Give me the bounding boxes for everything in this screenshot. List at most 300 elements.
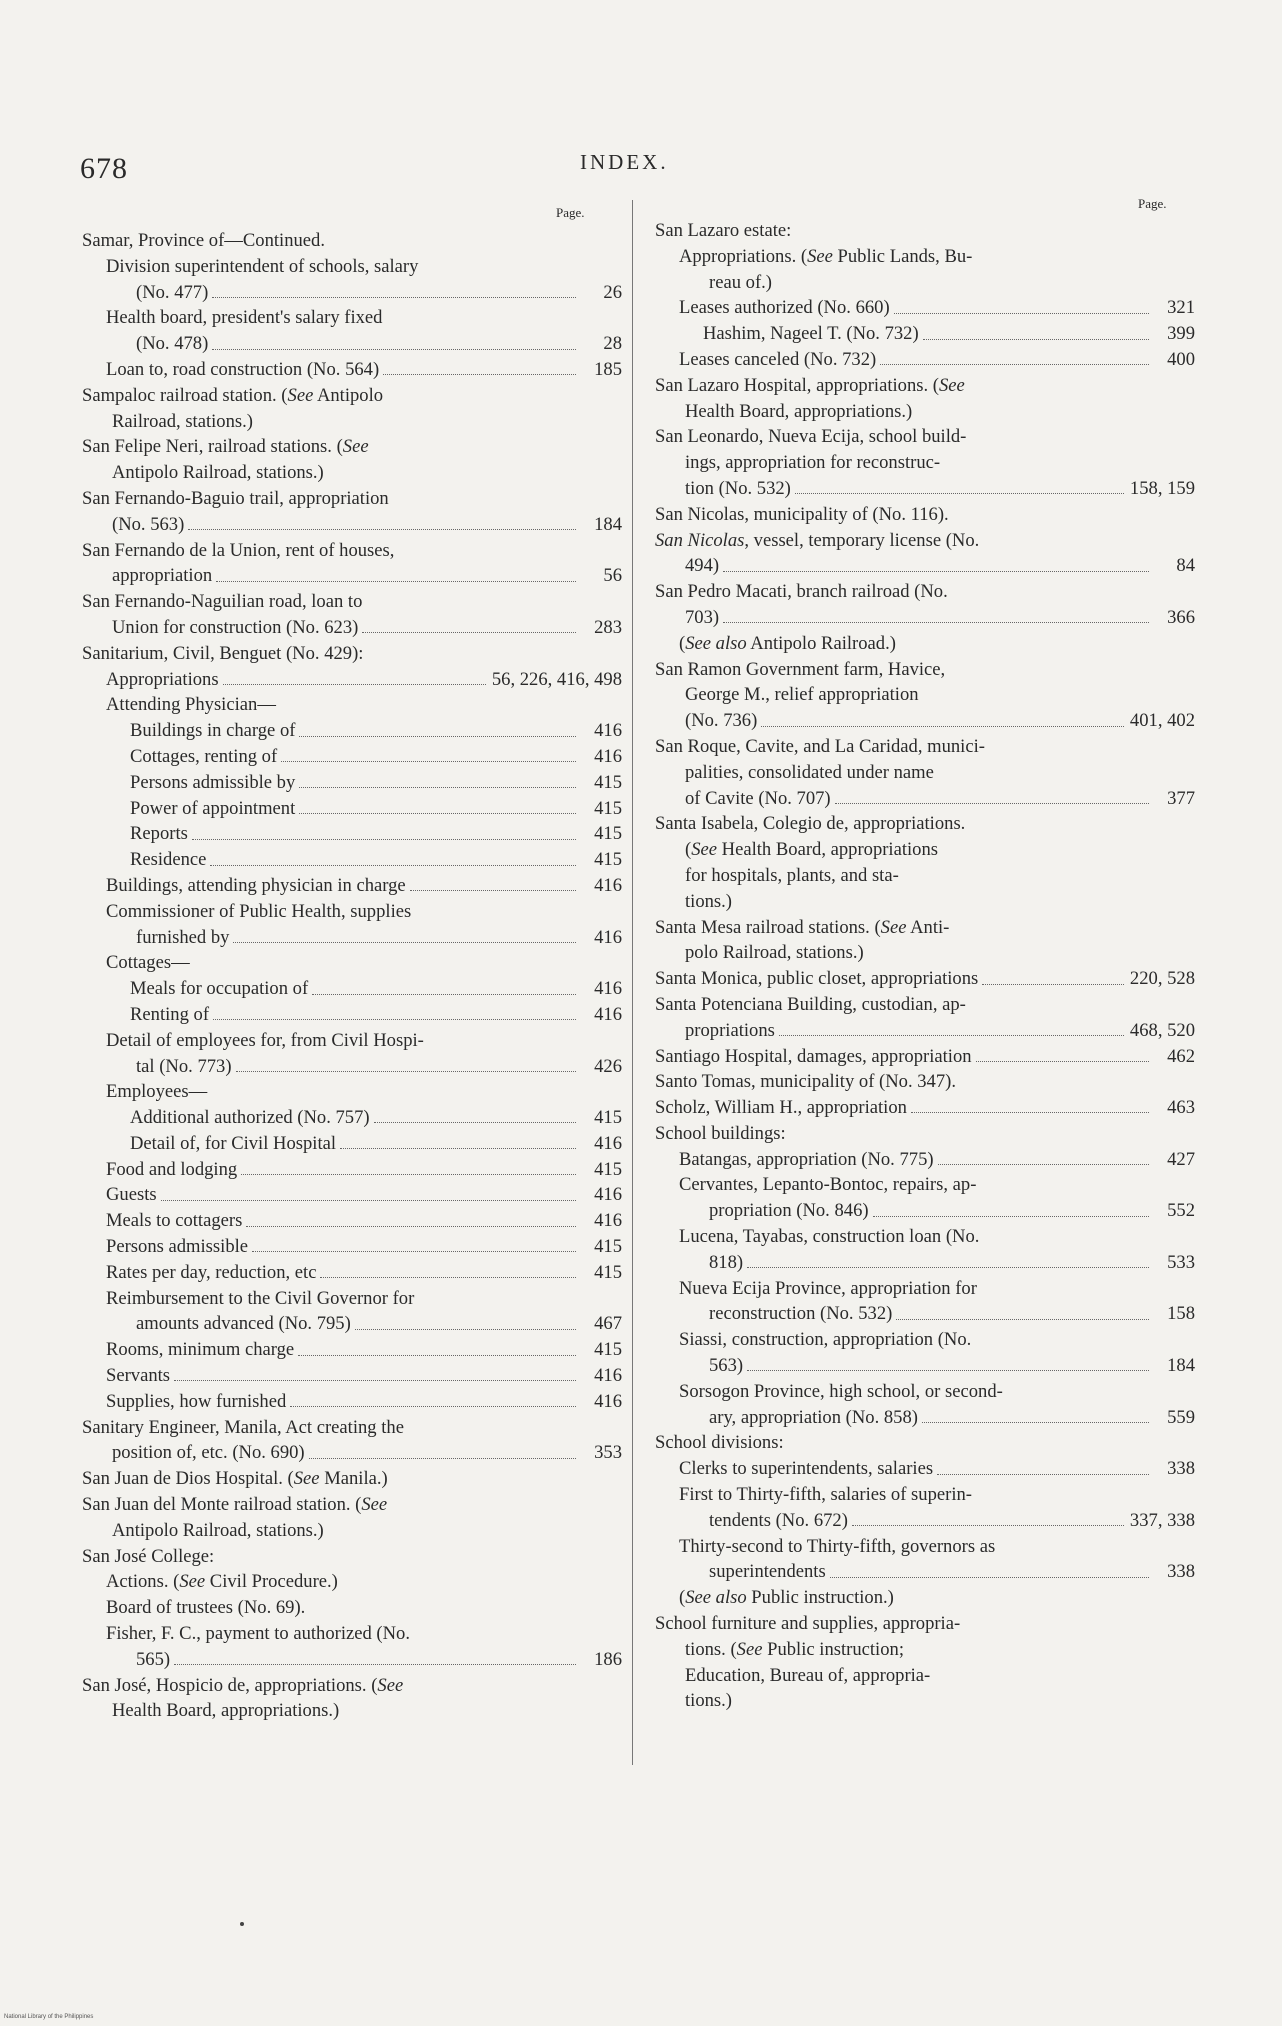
index-entry-line [679,1379,1195,1405]
dot-leader [161,1200,576,1201]
index-entry [82,228,622,254]
entry-text: Health board, president's salary fixed [106,307,383,329]
dot-leader [210,865,576,866]
index-entry-line [106,950,622,976]
entry-text: Board of trustees (No. 69). [106,1597,306,1619]
index-entry-line [655,450,1195,476]
index-entry-line [130,796,622,822]
entry-text: Santiago Hospital, damages, appropriation [655,1045,972,1067]
page-ref: 415 [594,797,622,819]
page-ref: 415 [594,823,622,845]
entry-text: Santo Tomas, municipality of (No. 347). [655,1071,956,1093]
index-entry [655,321,1195,347]
page-ref: 338 [1167,1458,1195,1480]
entry-text: Siassi, construction, appropriation (No. [679,1329,972,1351]
page-ref: 416 [594,1003,622,1025]
index-entry-line [679,1250,1195,1276]
index-entry-line [655,992,1195,1018]
index-entry [82,1208,622,1234]
index-entry-line [106,1182,622,1208]
dot-leader [298,1355,576,1356]
entry-text: Employees— [106,1081,208,1103]
index-entry [82,821,622,847]
entry-text: Santa Monica, public closet, appropriations [655,968,979,990]
index-entry-line [655,553,1195,579]
index-entry-line [82,615,622,641]
left-page-label: Page. [556,205,585,220]
entry-text: (No. 477) [136,281,209,303]
entry-text: (See Health Board, appropriations [685,839,939,861]
index-entry-line [655,863,1195,889]
dot-leader [320,1277,576,1278]
entry-text: propriations [685,1019,775,1041]
entry-text: San Nicolas, vessel, temporary license (No. [655,529,980,551]
page-ref: 185 [594,358,622,380]
entry-text: 703) [685,606,720,628]
dot-leader [246,1226,576,1227]
page-ref: 26 [603,281,622,303]
entry-text: School buildings: [655,1122,786,1144]
index-entry-line [655,605,1195,631]
right-index-column [655,218,1195,1714]
dot-leader [241,1174,576,1175]
entry-text: Batangas, appropriation (No. 775) [679,1148,934,1170]
index-entry-line [655,502,1195,528]
entry-text: Buildings, attending physician in charge [106,874,406,896]
page-ref: 415 [594,849,622,871]
page-ref: 462 [1167,1045,1195,1067]
page-ref: 366 [1167,606,1195,628]
entry-text: Cervantes, Lepanto-Bontoc, repairs, ap- [679,1174,977,1196]
index-entry-line [679,1456,1195,1482]
entry-text: Fisher, F. C., payment to authorized (No. [106,1623,410,1645]
dot-leader [923,339,1149,340]
index-entry [655,657,1195,734]
entry-text: Antipolo Railroad, stations.) [112,1519,324,1541]
entry-text: Hashim, Nageel T. (No. 732) [703,323,919,345]
entry-text: Division superintendent of schools, salary [106,255,419,277]
index-entry [82,1673,622,1725]
index-entry-line [679,347,1195,373]
index-entry-line [679,1172,1195,1198]
page-ref: 468, 520 [1129,1019,1195,1041]
dot-leader [723,571,1149,572]
index-entry-line [655,1069,1195,1095]
index-entry [82,1028,622,1080]
index-entry [82,1363,622,1389]
index-entry-line [82,1415,622,1441]
entry-text: tal (No. 773) [136,1055,232,1077]
entry-text: tion (No. 532) [685,477,791,499]
index-entry [655,992,1195,1044]
index-entry-line [655,682,1195,708]
index-entry-line [82,1518,622,1544]
index-entry [655,811,1195,914]
page-ref: 467 [594,1313,622,1335]
index-entry-line [106,1208,622,1234]
page-ref: 533 [1167,1251,1195,1273]
dot-leader [299,787,576,788]
index-entry [82,1260,622,1286]
entry-text: Persons admissible [106,1236,249,1258]
dot-leader [896,1319,1149,1320]
dot-leader [937,1474,1149,1475]
index-entry-line [106,899,622,925]
entry-text: 494) [685,555,720,577]
index-entry-line [655,1611,1195,1637]
index-entry [82,1234,622,1260]
index-entry [82,254,622,306]
index-entry-line [82,486,622,512]
entry-text: Clerks to superintendents, salaries [679,1458,934,1480]
index-entry [82,1079,622,1105]
entry-text: School divisions: [655,1432,784,1454]
entry-text: Reports [130,823,188,845]
page-ref: 416 [594,978,622,1000]
entry-text: Servants [106,1365,171,1387]
entry-text: San Juan del Monte railroad station. (See [82,1494,388,1516]
entry-text: 565) [136,1648,171,1670]
entry-text: Persons admissible by [130,771,296,793]
dot-leader [383,374,576,375]
index-entry [655,502,1195,528]
entry-text: polo Railroad, stations.) [685,942,864,964]
dot-leader [779,1035,1124,1036]
index-entry-line [679,1482,1195,1508]
index-entry-line [106,692,622,718]
index-entry-line [679,1534,1195,1560]
index-entry-line [82,1492,622,1518]
entry-text: San Fernando de la Union, rent of houses, [82,539,395,561]
index-entry-line [106,1311,622,1337]
index-entry-line [82,1466,622,1492]
index-entry [82,667,622,693]
page-ref: 220, 528 [1129,968,1195,990]
index-entry-line [130,1131,622,1157]
index-entry [655,1276,1195,1328]
index-entry [655,1095,1195,1121]
page-ref: 158, 159 [1129,477,1195,499]
index-entry-line [106,667,622,693]
entry-text: Reimbursement to the Civil Governor for [106,1287,415,1309]
index-entry-line [82,538,622,564]
index-entry-line [679,1585,1195,1611]
index-entry [82,1002,622,1028]
page-ref: 56, 226, 416, 498 [491,668,622,690]
entry-text: tions. (See Public instruction; [685,1638,904,1660]
index-entry [655,528,1195,580]
entry-text: Guests [106,1184,157,1206]
index-entry [655,1147,1195,1173]
entry-text: palities, consolidated under name [685,761,934,783]
entry-text: (No. 736) [685,710,758,732]
entry-text: Health Board, appropriations.) [112,1700,340,1722]
page-ref: 552 [1167,1200,1195,1222]
entry-text: Cottages— [106,952,190,974]
entry-text: Sanitarium, Civil, Benguet (No. 429): [82,642,364,664]
dot-leader [174,1380,576,1381]
page-ref: 416 [594,1390,622,1412]
index-entry [655,579,1195,631]
dot-leader [213,1019,576,1020]
index-entry-line [655,424,1195,450]
index-entry-line [679,244,1195,270]
index-entry [655,1482,1195,1534]
entry-text: ings, appropriation for reconstruc- [685,452,941,474]
entry-text: tions.) [685,1690,733,1712]
index-entry-line [679,1198,1195,1224]
entry-text: superintendents [709,1561,826,1583]
dot-leader [299,736,576,737]
entry-text: Additional authorized (No. 757) [130,1107,370,1129]
index-entry-line [679,270,1195,296]
index-entry [82,1492,622,1544]
left-index-column [82,228,622,1724]
dot-leader [252,1251,576,1252]
index-entry [82,847,622,873]
index-entry [82,692,622,718]
index-entry-line [655,657,1195,683]
entry-text: Food and lodging [106,1158,238,1180]
index-entry-line [82,434,622,460]
dot-leader [174,1664,576,1665]
index-entry [82,873,622,899]
index-entry-line [130,847,622,873]
page-ref: 56 [603,565,622,587]
entry-text: (See also Public instruction.) [679,1587,894,1609]
dot-leader [233,942,576,943]
index-entry-line [655,1018,1195,1044]
index-entry-line [655,1121,1195,1147]
dot-leader [299,813,576,814]
index-entry-line [106,331,622,357]
entry-text: San Juan de Dios Hospital. (See Manila.) [82,1468,388,1490]
entry-text: Union for construction (No. 623) [112,616,359,638]
index-entry-line [106,1028,622,1054]
page-ref: 415 [594,1107,622,1129]
index-entry-line [106,1079,622,1105]
index-entry [82,1182,622,1208]
index-entry [82,950,622,976]
dot-leader [340,1148,576,1149]
entry-text: San Lazaro Hospital, appropriations. (See [655,374,965,396]
index-entry [655,1534,1195,1586]
entry-text: Leases canceled (No. 732) [679,348,877,370]
page-ref: 415 [594,771,622,793]
entry-text: Health Board, appropriations.) [685,400,913,422]
index-entry-line [655,1044,1195,1070]
index-entry-line [82,1544,622,1570]
page-ref: 426 [594,1055,622,1077]
index-entry [82,1466,622,1492]
entry-text: tendents (No. 672) [709,1509,848,1531]
index-entry-line [106,1337,622,1363]
page-ref: 283 [594,616,622,638]
dot-leader [976,1061,1149,1062]
page-ref: 416 [594,1365,622,1387]
dot-leader [212,349,576,350]
entry-text: Antipolo Railroad, stations.) [112,462,324,484]
entry-text: Detail of employees for, from Civil Hospi- [106,1029,424,1051]
index-entry [655,734,1195,811]
index-entry [82,770,622,796]
page-ref: 416 [594,874,622,896]
entry-text: Santa Isabela, Colegio de, appropriations. [655,813,966,835]
entry-text: Detail of, for Civil Hospital [130,1132,337,1154]
index-entry-line [679,1276,1195,1302]
index-entry-line [82,409,622,435]
index-entry-line [106,1595,622,1621]
dot-leader [922,1422,1149,1423]
index-entry [82,589,622,641]
entry-text: (No. 563) [112,513,185,535]
dot-leader [852,1525,1124,1526]
index-entry-line [655,218,1195,244]
entry-text: of Cavite (No. 707) [685,787,831,809]
index-entry [655,1611,1195,1714]
index-entry [82,1131,622,1157]
index-entry-line [655,940,1195,966]
dot-leader [723,622,1149,623]
index-entry [655,1121,1195,1147]
entry-text: Leases authorized (No. 660) [679,297,890,319]
entry-text: ary, appropriation (No. 858) [709,1406,918,1428]
entry-text: Sorsogon Province, high school, or second- [679,1380,1003,1402]
index-entry-line [106,1286,622,1312]
index-entry-line [82,589,622,615]
dot-leader [362,632,576,633]
index-entry-line [106,357,622,383]
index-entry [82,1569,622,1595]
dot-leader [212,297,576,298]
index-entry-line [655,579,1195,605]
index-entry [82,434,622,486]
entry-text: Residence [130,849,207,871]
entry-text: Appropriations [106,668,219,690]
index-entry [82,899,622,951]
index-entry-line [82,460,622,486]
index-entry [655,1430,1195,1456]
scan-footer-note: National Library of the Philippines [4,2014,94,2020]
index-entry [82,976,622,1002]
index-entry-line [679,1353,1195,1379]
page-ref: 415 [594,1236,622,1258]
index-entry-line [106,925,622,951]
index-entry [82,357,622,383]
column-divider [632,200,633,1765]
page-ref: 158 [1167,1303,1195,1325]
index-entry-line [106,1234,622,1260]
entry-text: First to Thirty-fifth, salaries of superin- [679,1484,972,1506]
page-ref: 28 [603,333,622,355]
dot-leader [747,1267,1149,1268]
index-entry-line [130,718,622,744]
index-entry [82,1544,622,1570]
dot-leader [410,890,576,891]
index-entry-line [130,821,622,847]
index-entry-line [655,1663,1195,1689]
index-entry [655,1224,1195,1276]
page-ref: 321 [1167,297,1195,319]
dot-leader [761,726,1124,727]
index-entry [655,1585,1195,1611]
page-number: 678 [80,152,128,185]
page-ref: 399 [1167,323,1195,345]
index-entry [655,915,1195,967]
index-entry-line [655,786,1195,812]
dot-leader [236,1071,576,1072]
dot-leader [894,313,1149,314]
entry-text: furnished by [136,926,230,948]
dot-leader [192,839,576,840]
entry-text: amounts advanced (No. 795) [136,1313,351,1335]
page-ref: 416 [594,1132,622,1154]
index-entry-line [130,744,622,770]
dot-leader [281,761,576,762]
index-entry-line [655,811,1195,837]
entry-text: San Leonardo, Nueva Ecija, school build- [655,426,967,448]
entry-text: Samar, Province of—Continued. [82,230,325,251]
index-entry [655,218,1195,244]
index-entry-line [82,1698,622,1724]
index-entry-line [655,373,1195,399]
index-entry-line [703,321,1195,347]
index-entry [655,631,1195,657]
entry-text: Meals to cottagers [106,1210,243,1232]
entry-text: Loan to, road construction (No. 564) [106,358,380,380]
index-entry-line [679,1301,1195,1327]
index-entry-line [106,1260,622,1286]
dot-leader [911,1112,1149,1113]
dot-leader [312,994,576,995]
index-entry-line [679,1224,1195,1250]
entry-text: San José College: [82,1545,215,1567]
entry-text: tions.) [685,890,733,912]
entry-text: Railroad, stations.) [112,410,253,432]
index-entry [82,796,622,822]
index-entry-line [82,228,622,254]
index-entry-line [655,1095,1195,1121]
index-entry-line [655,837,1195,863]
entry-text: Sampaloc railroad station. (See Antipolo [82,384,384,406]
index-entry [655,244,1195,296]
page-ref: 184 [1167,1355,1195,1377]
entry-text: School furniture and supplies, appropria- [655,1613,961,1635]
entry-text: Appropriations. (See Public Lands, Bu- [679,245,973,267]
index-entry-line [655,734,1195,760]
page-ref: 338 [1167,1561,1195,1583]
index-entry [82,718,622,744]
dot-leader [873,1216,1149,1217]
index-entry [82,1157,622,1183]
index-entry [655,1172,1195,1224]
index-entry-line [106,1621,622,1647]
entry-text: Thirty-second to Thirty-fifth, governors as [679,1535,996,1557]
index-entry-line [655,1688,1195,1714]
dot-leader [835,803,1149,804]
entry-text: Meals for occupation of [130,978,309,1000]
index-entry-line [106,1647,622,1673]
entry-text: Santa Potenciana Building, custodian, ap- [655,993,966,1015]
entry-text: 818) [709,1251,744,1273]
entry-text: George M., relief appropriation [685,684,919,706]
entry-text: San Ramon Government farm, Havice, [655,658,946,680]
index-entry-line [655,399,1195,425]
page-ref: 401, 402 [1129,710,1195,732]
index-entry [82,641,622,667]
index-entry-line [679,631,1195,657]
index-entry [655,1044,1195,1070]
